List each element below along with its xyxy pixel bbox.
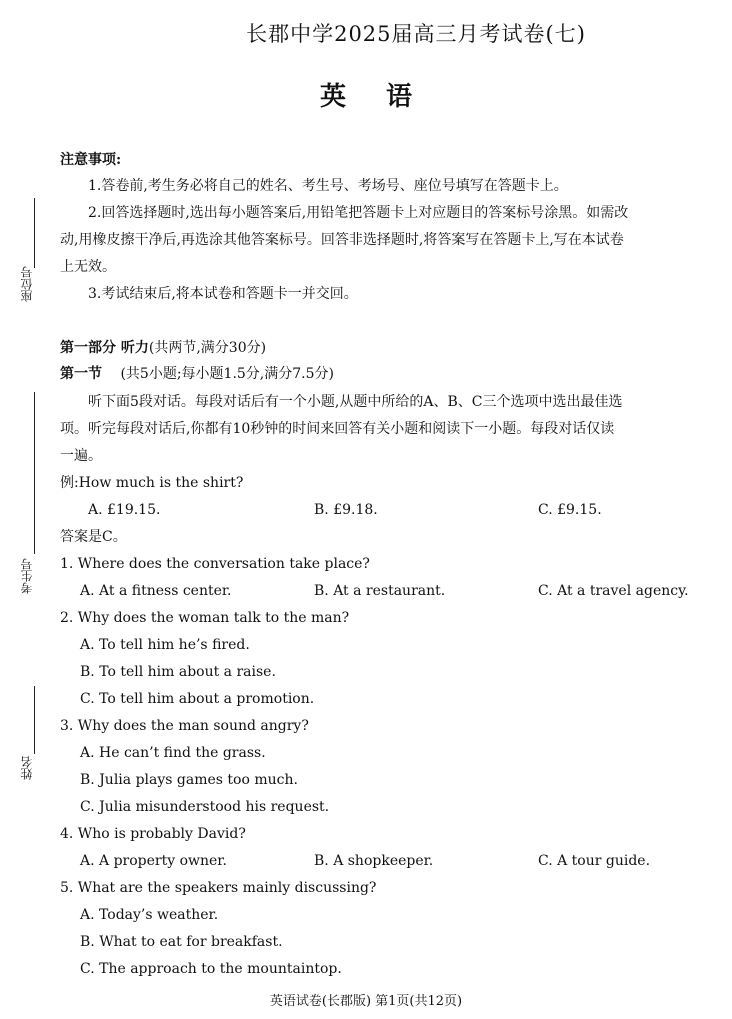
example-option-c: C. £9.15. [538,502,602,518]
q5-option-a: A. Today’s weather. [80,907,219,923]
section1-heading [60,364,334,384]
name-line [34,686,35,754]
notice-title: 注意事项: [60,152,122,168]
notice-item-1: 1.答卷前,考生务必将自己的姓名、考生号、考场号、座位号填写在答题卡上。 [88,178,568,194]
example-question: 例:How much is the shirt? [60,475,244,491]
example-option-b: B. £9.18. [314,502,378,518]
section1-title: 第一节 [60,366,102,382]
instruction-line-1: 听下面5段对话。每段对话后有一个小题,从题中所给的A、B、C三个选项中选出最佳选 [88,394,623,410]
instruction-line-2: 项。听完每段对话后,你都有10秒钟的时间来回答有关小题和阅读下一小题。每段对话仅读 [60,421,615,437]
q1-option-b: B. At a restaurant. [314,583,446,599]
name-label: 姓名 [20,756,34,780]
notice-item-2-line-3: 上无效。 [60,259,116,275]
question-3: 3. Why does the man sound angry? [60,718,309,734]
example-option-a: A. £19.15. [88,502,161,518]
q2-option-a: A. To tell him he’s fired. [80,637,250,653]
page-footer: 英语试卷(长郡版) 第1页(共12页) [269,994,463,1009]
exam-number-line [34,392,35,554]
q2-option-b: B. To tell him about a raise. [80,664,276,680]
exam-number-label: 考生号 [20,558,34,594]
question-2: 2. Why does the woman talk to the man? [60,610,350,626]
question-4: 4. Who is probably David? [60,826,246,842]
q5-option-c: C. The approach to the mountaintop. [80,961,342,977]
notice-item-2-line-1: 2.回答选择题时,选出每小题答案后,用铅笔把答题卡上对应题目的答案标号涂黑。如需改 [88,205,629,221]
instruction-line-3: 一遍。 [60,448,102,464]
q3-option-b: B. Julia plays games too much. [80,772,298,788]
seat-label: 座位号 [20,266,34,302]
q1-option-a: A. At a fitness center. [80,583,232,599]
notice-item-2-line-2: 动,用橡皮擦干净后,再选涂其他答案标号。回答非选择题时,将答案写在答题卡上,写在本试卷 [60,232,624,248]
exam-title: 长郡中学2025届高三月考试卷(七) [246,22,586,46]
example-answer: 答案是C。 [60,529,127,545]
q1-option-c: C. At a travel agency. [538,583,689,599]
question-5: 5. What are the speakers mainly discussing? [60,880,377,896]
q5-option-b: B. What to eat for breakfast. [80,934,283,950]
part1-title: 第一部分 听力 [60,340,149,356]
q4-option-b: B. A shopkeeper. [314,853,434,869]
q4-option-c: C. A tour guide. [538,853,651,869]
q3-option-a: A. He can’t find the grass. [80,745,266,761]
q4-option-a: A. A property owner. [80,853,227,869]
part1-heading [60,338,266,358]
subject-title: 英语 [319,82,452,112]
q2-option-c: C. To tell him about a promotion. [80,691,315,707]
seat-line [34,198,35,268]
section1-note: (共5小题;每小题1.5分,满分7.5分) [120,366,334,382]
part1-title-note: (共两节,满分30分) [148,340,267,356]
q3-option-c: C. Julia misunderstood his request. [80,799,330,815]
question-1: 1. Where does the conversation take place? [60,556,370,572]
notice-item-3: 3.考试结束后,将本试卷和答题卡一并交回。 [88,286,358,302]
